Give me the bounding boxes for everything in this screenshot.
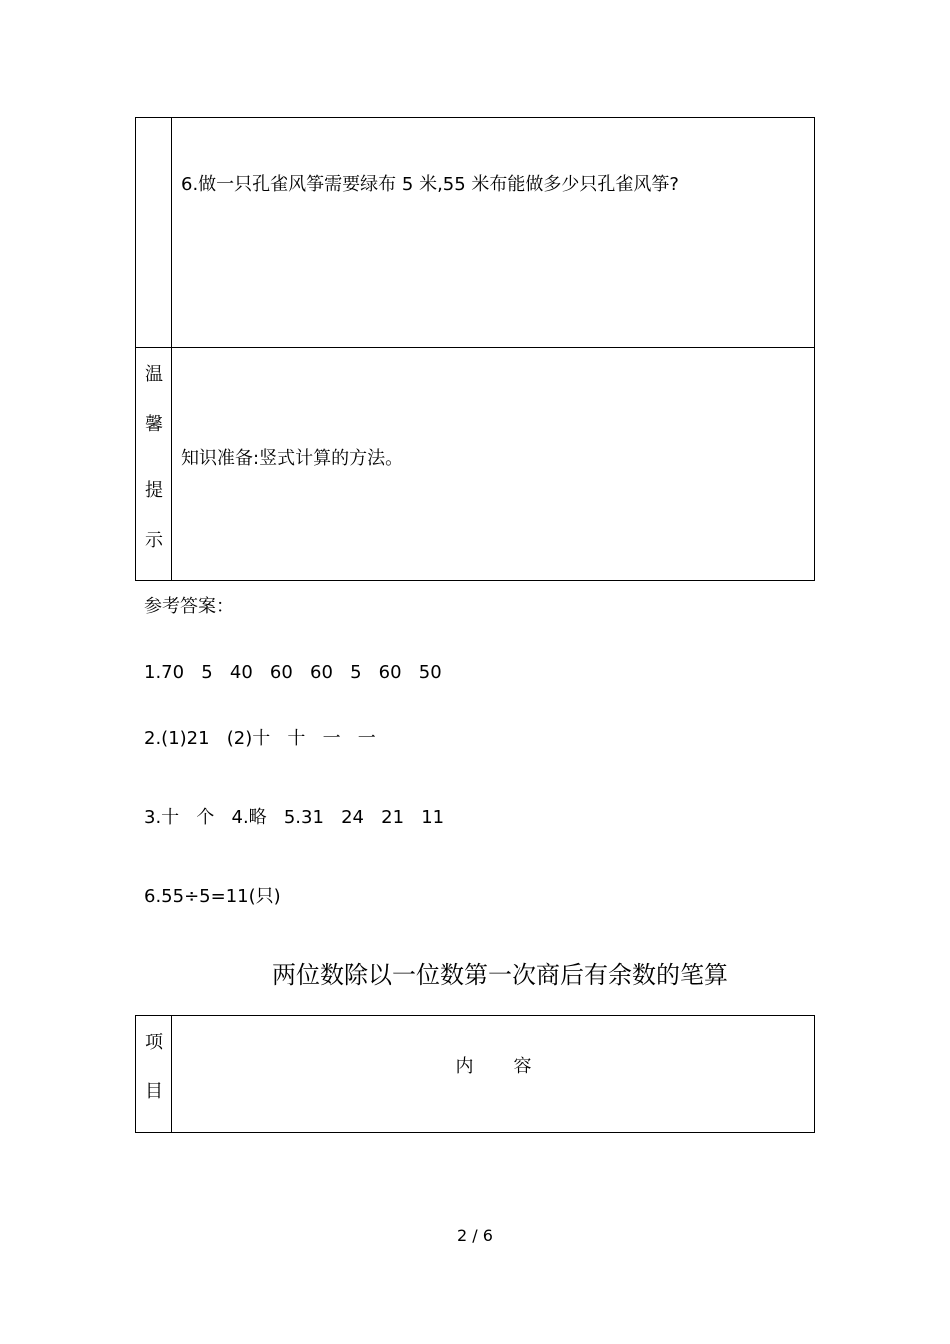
page-number: 2 / 6 xyxy=(457,1226,493,1245)
tip-label-char-3: 提 xyxy=(145,480,163,501)
tip-label-char-4: 示 xyxy=(145,530,163,551)
answer-line-3: 3.十 个 4.略 5.31 24 21 11 xyxy=(144,807,445,828)
item-label-char-2: 目 xyxy=(145,1081,163,1102)
content-header: 内 容 xyxy=(455,1056,532,1077)
question-6-text: 6.做一只孔雀风筝需要绿布 5 米,55 米布能做多少只孔雀风筝? xyxy=(181,174,679,195)
table-column-divider xyxy=(171,117,172,581)
section-title: 两位数除以一位数第一次商后有余数的笔算 xyxy=(272,961,728,989)
table-row-divider xyxy=(135,347,815,348)
tip-label-char-2: 馨 xyxy=(145,414,163,435)
answer-line-2: 2.(1)21 (2)十 十 一 一 xyxy=(144,728,376,749)
answer-line-1: 1.70 5 40 60 60 5 60 50 xyxy=(144,662,442,683)
answer-line-4: 6.55÷5=11(只) xyxy=(144,886,281,907)
tip-content: 知识准备:竖式计算的方法。 xyxy=(181,448,404,469)
answers-title: 参考答案： xyxy=(144,596,234,617)
item-label-char-1: 项 xyxy=(145,1032,163,1053)
tip-label-char-1: 温 xyxy=(145,364,163,385)
